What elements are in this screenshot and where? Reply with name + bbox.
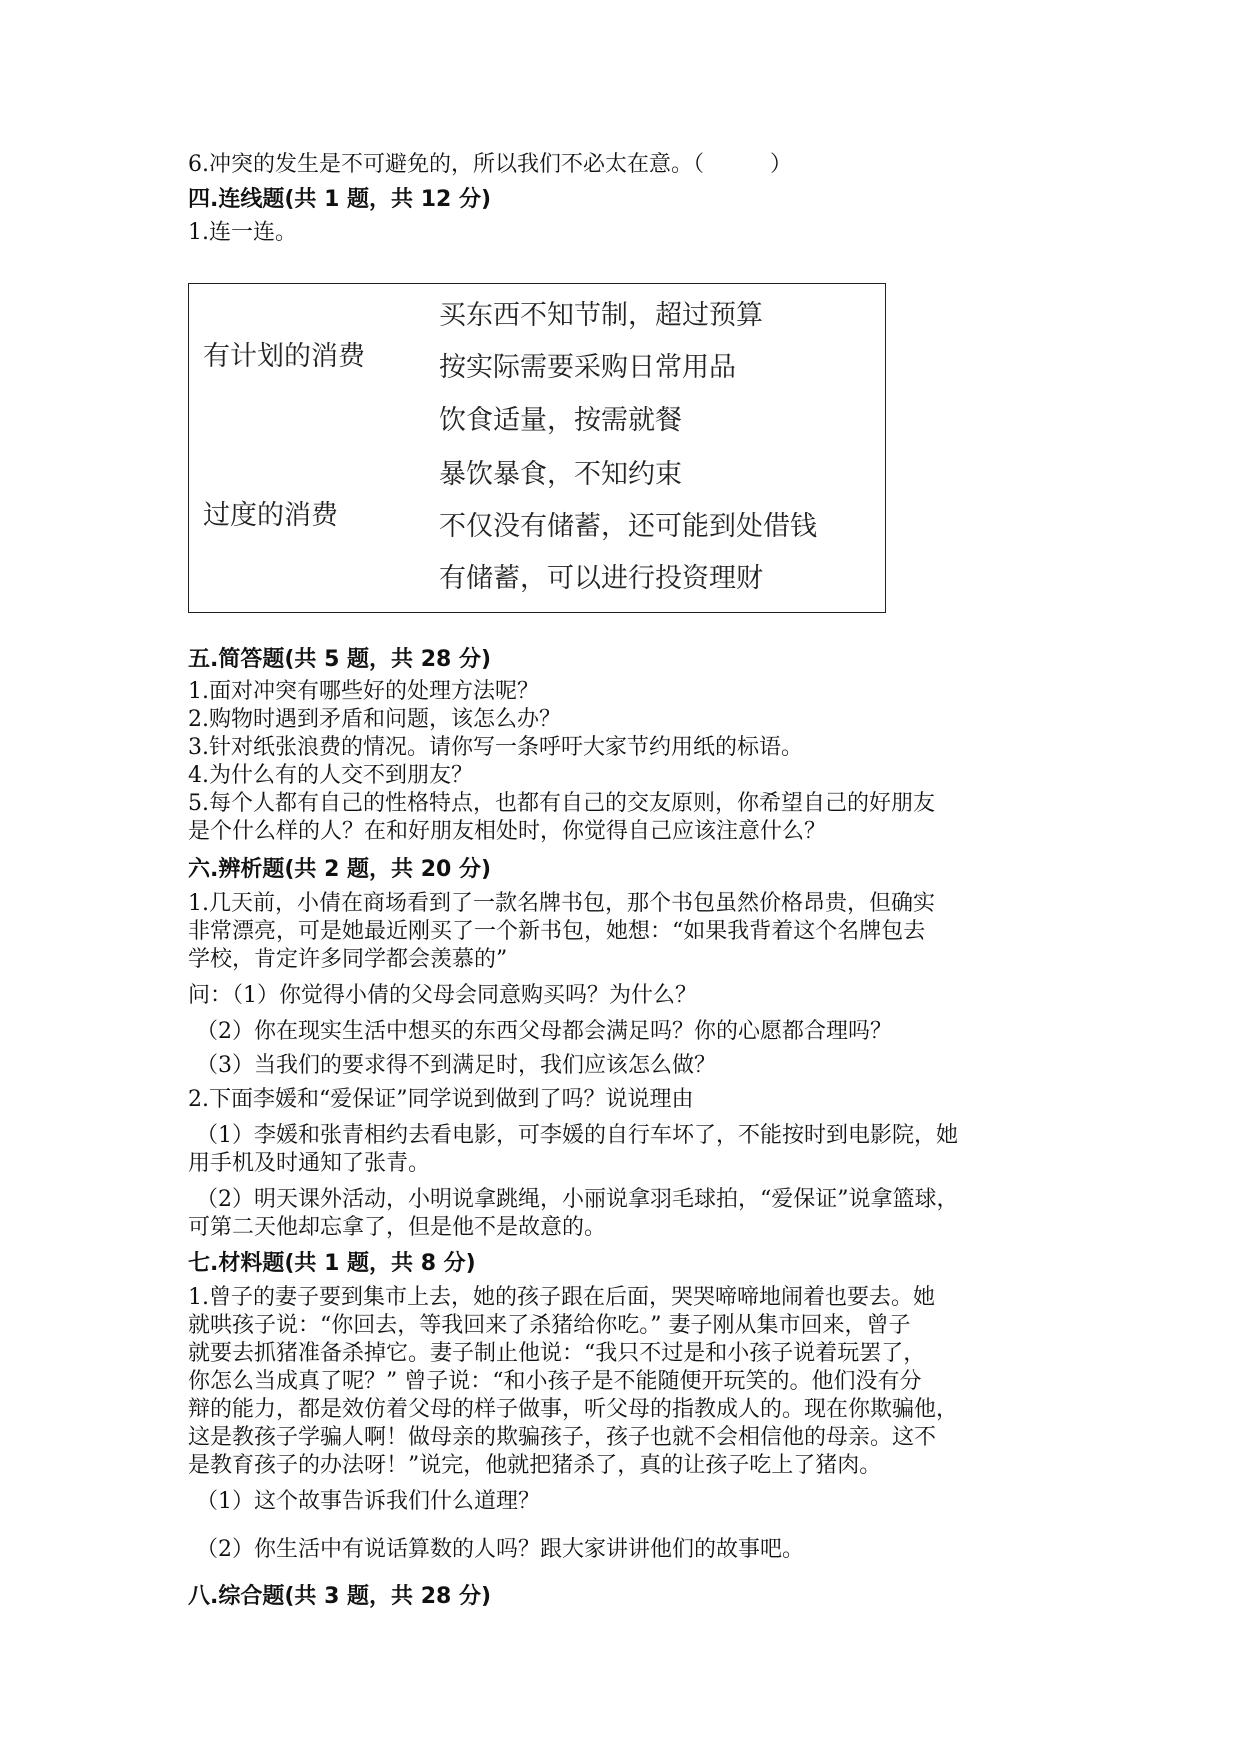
- section-6-line-8: （1）李媛和张青相约去看电影，可李媛的自行车坏了，不能按时到电影院，她: [196, 1123, 958, 1148]
- right-item-5: 不仅没有储蓄，还可能到处借钱: [439, 511, 817, 542]
- matching-box: [188, 283, 886, 613]
- right-item-4: 暴饮暴食，不知约束: [439, 459, 682, 490]
- section-5-line-3: 3.针对纸张浪费的情况。请你写一条呼吁大家节约用纸的标语。: [188, 735, 803, 760]
- section-5-line-1: 1.面对冲突有哪些好的处理方法呢？: [188, 679, 539, 704]
- section-6-line-11: 可第二天他却忘拿了，但是他不是故意的。: [188, 1215, 607, 1240]
- section-7-line-3: 就要去抓猪准备杀掉它。妻子制止他说：“我只不过是和小孩子说着玩罢了，: [188, 1341, 926, 1366]
- section-6-line-7: 2.下面李媛和“爱保证”同学说到做到了吗？说说理由: [188, 1087, 694, 1112]
- section-7-line-9: （2）你生活中有说话算数的人吗？跟大家讲讲他们的故事吧。: [196, 1537, 804, 1562]
- section-4-q1: 1.连一连。: [188, 220, 297, 245]
- section-5-line-2: 2.购物时遇到矛盾和问题，该怎么办？: [188, 707, 561, 732]
- right-item-2: 按实际需要采购日常用品: [439, 352, 736, 383]
- section-6-line-1: 1.几天前，小倩在商场看到了一款名牌书包，那个书包虽然价格昂贵，但确实: [188, 891, 935, 916]
- section-6-line-6: （3）当我们的要求得不到满足时，我们应该怎么做？: [196, 1053, 716, 1078]
- section-7-heading: 七.材料题(共 1 题，共 8 分): [188, 1251, 476, 1276]
- section-6-heading: 六.辨析题(共 2 题，共 20 分): [188, 857, 492, 882]
- section-5-line-5: 5.每个人都有自己的性格特点，也都有自己的交友原则，你希望自己的好朋友: [188, 791, 935, 816]
- right-item-3: 饮食适量，按需就餐: [439, 405, 682, 436]
- section-5-heading: 五.简答题(共 5 题，共 28 分): [188, 647, 492, 672]
- section-6-line-5: （2）你在现实生活中想买的东西父母都会满足吗？你的心愿都合理吗？: [196, 1019, 892, 1044]
- section-8-heading: 八.综合题(共 3 题，共 28 分): [188, 1584, 492, 1609]
- section-5-line-6: 是个什么样的人？在和好朋友相处时，你觉得自己应该注意什么？: [188, 819, 827, 844]
- section-7-line-8: （1）这个故事告诉我们什么道理？: [196, 1489, 540, 1514]
- section-7-line-7: 是教育孩子的办法呀！”说完，他就把猪杀了，真的让孩子吃上了猪肉。: [188, 1453, 882, 1478]
- left-item-excessive: 过度的消费: [203, 500, 338, 531]
- section-6-line-3: 学校，肯定许多同学都会羡慕的”: [188, 947, 508, 972]
- left-item-planned: 有计划的消费: [203, 341, 365, 372]
- section-7-line-6: 这是教孩子学骗人啊！做母亲的欺骗孩子，孩子也就不会相信他的母亲。这不: [188, 1425, 937, 1450]
- section-7-line-4: 你怎么当成真了呢？” 曾子说：“和小孩子是不能随便开玩笑的。他们没有分: [188, 1369, 922, 1394]
- section-7-line-2: 就哄孩子说：“你回去，等我回来了杀猪给你吃。” 妻子刚从集市回来，曾子: [188, 1313, 911, 1338]
- section-7-line-1: 1.曾子的妻子要到集市上去，她的孩子跟在后面，哭哭啼啼地闹着也要去。她: [188, 1285, 935, 1310]
- right-item-1: 买东西不知节制，超过预算: [439, 300, 763, 331]
- section-5-line-4: 4.为什么有的人交不到朋友？: [188, 763, 473, 788]
- section-6-line-4: 问：（1）你觉得小倩的父母会同意购买吗？为什么？: [188, 983, 697, 1008]
- question-6: 6.冲突的发生是不可避免的，所以我们不必太在意。（ ）: [188, 152, 792, 177]
- section-6-line-10: （2）明天课外活动，小明说拿跳绳，小丽说拿羽毛球拍，“爱保证”说拿篮球，: [196, 1187, 959, 1212]
- section-4-heading: 四.连线题(共 1 题，共 12 分): [188, 187, 492, 212]
- right-item-6: 有储蓄，可以进行投资理财: [439, 563, 763, 594]
- section-6-line-2: 非常漂亮，可是她最近刚买了一个新书包，她想：“如果我背着这个名牌包去: [188, 919, 926, 944]
- section-7-line-5: 辩的能力，都是效仿着父母的样子做事，听父母的指教成人的。现在你欺骗他，: [188, 1397, 959, 1422]
- section-6-line-9: 用手机及时通知了张青。: [188, 1151, 431, 1176]
